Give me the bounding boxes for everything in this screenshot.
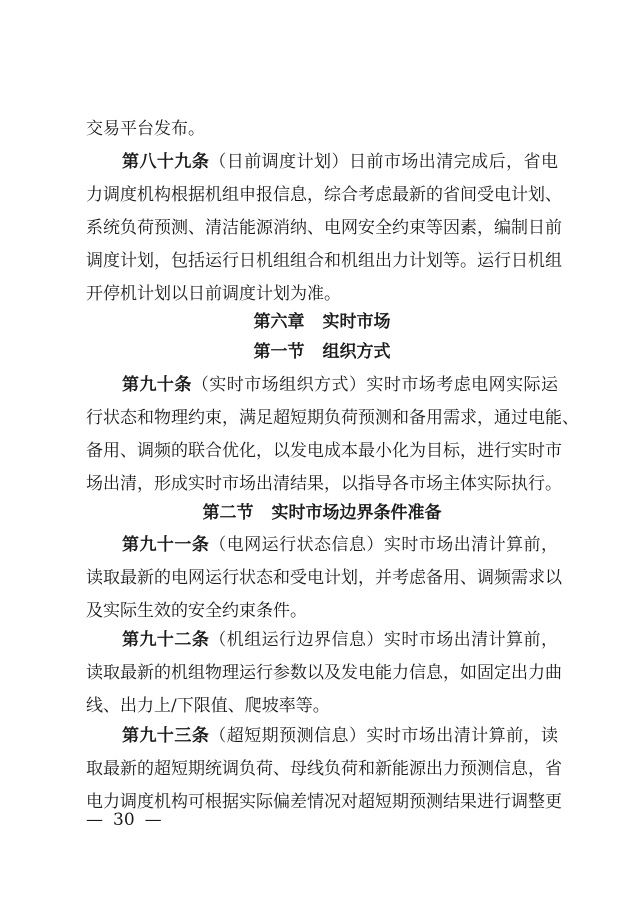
article-90-line: 备用、调频的联合优化，以发电成本最小化为目标，进行实时市 [86, 441, 562, 461]
article-92-line: 线、出力上/下限值、爬坡率等。 [86, 696, 330, 716]
footer-dash-right: — [144, 810, 162, 830]
article-89-line: 开停机计划以日前调度计划为准。 [86, 284, 341, 304]
article-91-line: 及实际生效的安全约束条件。 [86, 601, 307, 621]
article-90-first-line [122, 375, 558, 395]
article-93-line: 取最新的超短期统调负荷、母线负荷和新能源出力预测信息，省 [86, 759, 562, 779]
article-93-line: （超短期预测信息）实时市场出清计算前，读 [209, 726, 559, 746]
section-heading [86, 503, 558, 523]
section-heading [86, 342, 558, 362]
article-90-line: （实时市场组织方式）实时市场考虑电网实际运 [191, 375, 559, 395]
article-90-line: 场出清，形成实时市场出清结果，以指导各市场主体实际执行。 [86, 474, 562, 494]
section-number: 第一节 [253, 342, 305, 362]
article-89-line: 系统负荷预测、清洁能源消纳、电网安全约束等因素，编制日前 [86, 218, 562, 238]
chapter-number: 第六章 [253, 312, 305, 332]
chapter-heading [86, 312, 558, 332]
article-89-number: 第八十九条 [122, 152, 210, 172]
footer-dash-left: — [86, 810, 103, 830]
page-number: 30 [113, 810, 135, 830]
article-92-number: 第九十二条 [122, 630, 210, 650]
article-89-first-line [122, 152, 558, 172]
article-92-first-line [122, 630, 558, 650]
article-93-line: 电力调度机构可根据实际偏差情况对超短期预测结果进行调整更 [86, 792, 562, 812]
article-90-line: 行状态和物理约束，满足超短期负荷预测和备用需求，通过电能、 [86, 408, 579, 428]
article-90-number: 第九十条 [122, 375, 192, 395]
article-89-line: 调度计划，包括运行日机组组合和机组出力计划等。运行日机组 [86, 251, 562, 271]
article-91-line: 读取最新的电网运行状态和受电计划，并考虑备用、调频需求以 [86, 568, 562, 588]
article-89-line: （日前调度计划）日前市场出清完成后，省电 [209, 152, 559, 172]
page-footer [86, 810, 162, 830]
article-92-line: （机组运行边界信息）实时市场出清计算前， [209, 630, 559, 650]
section-title: 实时市场边界条件准备 [271, 503, 442, 523]
article-91-number: 第九十一条 [122, 535, 210, 555]
article-92-line: 读取最新的机组物理运行参数以及发电能力信息，如固定出力曲 [86, 663, 562, 683]
section-number: 第二节 [202, 503, 254, 523]
article-89-line: 力调度机构根据机组申报信息，综合考虑最新的省间受电计划、 [86, 185, 562, 205]
article-91-first-line [122, 535, 558, 555]
article-91-line: （电网运行状态信息）实时市场出清计算前， [209, 535, 559, 555]
article-93-number: 第九十三条 [122, 726, 210, 746]
paragraph-line: 交易平台发布。 [86, 119, 205, 139]
chapter-title: 实时市场 [322, 312, 391, 332]
article-93-first-line [122, 726, 558, 746]
section-title: 组织方式 [322, 342, 391, 362]
